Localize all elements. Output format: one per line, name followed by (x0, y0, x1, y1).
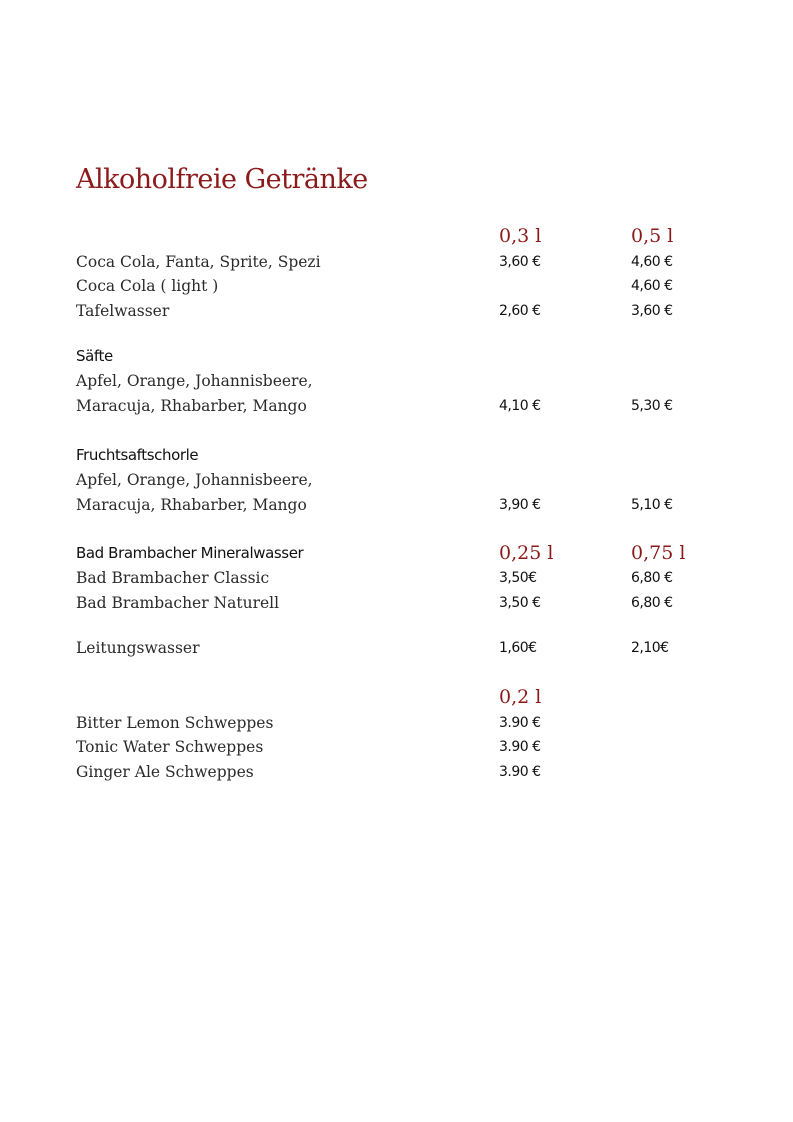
item-price: 3.90 € (499, 764, 541, 780)
item-name: Bad Brambacher Classic (76, 569, 270, 587)
menu-item (76, 493, 716, 517)
item-price: 3.90 € (499, 715, 541, 731)
item-name: Apfel, Orange, Johannisbeere, (76, 372, 313, 390)
item-price: 5,30 € (631, 398, 673, 414)
item-price: 6,80 € (631, 570, 673, 586)
menu-item (76, 468, 716, 492)
item-price: 2,60 € (499, 303, 541, 319)
item-name: Coca Cola ( light ) (76, 277, 219, 295)
item-name: Tonic Water Schweppes (76, 738, 264, 756)
item-price: 5,10 € (631, 497, 673, 513)
item-name: Bad Brambacher Naturell (76, 594, 280, 612)
menu-item (76, 760, 716, 784)
section-heading (76, 541, 716, 565)
volume-label: 0,25 l (499, 542, 554, 564)
item-price: 1,60€ (499, 640, 537, 656)
section-title: Säfte (76, 347, 113, 365)
item-price: 3,50 € (499, 595, 541, 611)
item-name: Bitter Lemon Schweppes (76, 714, 274, 732)
page-title: Alkoholfreie Getränke (76, 164, 368, 195)
volume-label: 0,75 l (631, 542, 686, 564)
volume-label: 0,2 l (499, 686, 542, 708)
menu-item (76, 299, 716, 323)
item-price: 4,60 € (631, 254, 673, 270)
menu-item (76, 274, 716, 298)
section-heading (76, 443, 716, 467)
item-price: 3,60 € (499, 254, 541, 270)
item-name: Coca Cola, Fanta, Sprite, Spezi (76, 253, 321, 271)
item-price: 3,60 € (631, 303, 673, 319)
item-name: Tafelwasser (76, 302, 170, 320)
schweppes-volume-header (76, 685, 716, 709)
section-title: Bad Brambacher Mineralwasser (76, 544, 304, 562)
menu-item (76, 394, 716, 418)
item-name: Maracuja, Rhabarber, Mango (76, 397, 307, 415)
volume-label: 0,5 l (631, 225, 674, 247)
item-price: 3.90 € (499, 739, 541, 755)
item-price: 6,80 € (631, 595, 673, 611)
item-name: Ginger Ale Schweppes (76, 763, 254, 781)
item-name: Maracuja, Rhabarber, Mango (76, 496, 307, 514)
menu-item (76, 711, 716, 735)
item-price: 4,60 € (631, 278, 673, 294)
item-price: 3,90 € (499, 497, 541, 513)
section-heading (76, 344, 716, 368)
item-price: 3,50€ (499, 570, 537, 586)
menu-item (76, 591, 716, 615)
item-price: 4,10 € (499, 398, 541, 414)
item-price: 2,10€ (631, 640, 669, 656)
section-title: Fruchtsaftschorle (76, 446, 199, 464)
menu-item (76, 566, 716, 590)
softdrinks-volume-header (76, 224, 716, 248)
menu-item (76, 735, 716, 759)
menu-item (76, 250, 716, 274)
menu-item (76, 369, 716, 393)
volume-label: 0,3 l (499, 225, 542, 247)
item-name: Apfel, Orange, Johannisbeere, (76, 471, 313, 489)
item-name: Leitungswasser (76, 639, 200, 657)
menu-item (76, 636, 716, 660)
